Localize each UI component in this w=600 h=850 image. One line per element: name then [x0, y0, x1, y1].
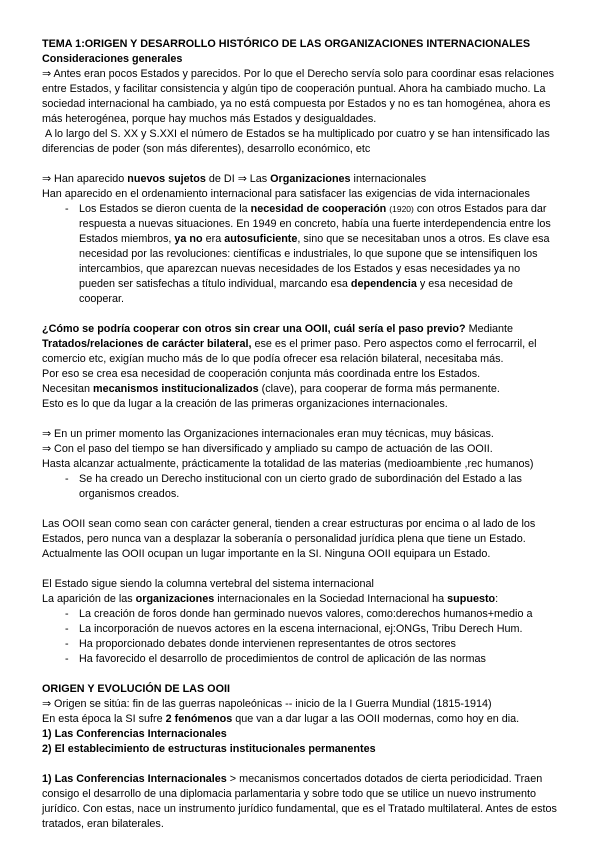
- bullet-text: [79, 607, 558, 622]
- blank-line: [42, 562, 558, 577]
- bullet-text: [79, 472, 558, 502]
- text-run: mecanismos institucionalizados: [93, 383, 259, 395]
- text-run: ya no: [174, 233, 203, 245]
- bullet-item: [42, 652, 558, 667]
- text-run: Organizaciones: [270, 173, 351, 185]
- bullet-marker: -: [65, 623, 69, 635]
- bullet-marker: -: [65, 608, 69, 620]
- text-run: Ha favorecido el desarrollo de procedimientos de control de aplicación de las normas: [79, 653, 486, 665]
- text-run: TEMA 1:ORIGEN Y DESARROLLO HISTÓRICO DE LAS ORGANIZACIONES INTERNACIONALES: [42, 38, 531, 50]
- text-run: supuesto: [447, 593, 496, 605]
- paragraph: [42, 172, 558, 187]
- text-run: 1) Las Conferencias Internacionales: [42, 773, 227, 785]
- text-run: y esa necesidad de cooperar.: [79, 278, 516, 305]
- text-run: ⇒ Origen se sitúa: fin de las guerras napoleónicas -- inicio de la I Guerra Mundial (1815-1914): [42, 698, 492, 710]
- blank-line: [42, 757, 558, 772]
- paragraph: [42, 397, 558, 412]
- text-run: A lo largo del S. XX y S.XXI el número de Estados se ha multiplicado por cuatro y se han intensificado las diferencias de poder (son más diferentes), desarrollo económico, etc: [42, 128, 553, 155]
- text-run: ¿Cómo se podría cooperar con otros sin crear una OOII, cuál sería el paso previo?: [42, 323, 466, 335]
- bullet-marker: -: [65, 638, 69, 650]
- text-run: :: [495, 593, 499, 605]
- text-run: Por eso se crea esa necesidad de cooperación conjunta más coordinada entre los Estados.: [42, 368, 481, 380]
- paragraph: [42, 427, 558, 442]
- bullet-item: [42, 637, 558, 652]
- text-run: organizaciones: [135, 593, 215, 605]
- paragraph: [42, 187, 558, 202]
- paragraph: [42, 367, 558, 382]
- text-run: ORIGEN Y EVOLUCIÓN DE LAS OOII: [42, 683, 230, 695]
- text-run: era: [202, 233, 225, 245]
- bullet-item: [42, 622, 558, 637]
- bullet-text: [79, 202, 558, 307]
- text-run: > mecanismos concertados dotados de cierta periodicidad. Traen consigo el desarrollo de una diplomacia parlamentaria y sobre todo que se utilice un nuevo instrumento jurídico. Con estas, nace un instrumento jurídico fundamental, que es el Tratado multilateral. Antes de estos tratados, eran bilaterales.: [42, 773, 560, 830]
- paragraph: [42, 322, 558, 367]
- paragraph: [42, 727, 558, 742]
- text-run: Las OOII sean como sean con carácter general, tienden a crear estructuras por encima o al lado de los Estados, pero nunca van a desplazar la soberanía o personalidad jurídica plena que tiene un Estado. Actualmente las OOII ocupan un lugar importante en la SI. Ninguna OOII equipara un Estado.: [42, 518, 539, 560]
- bullet-item: [42, 202, 558, 307]
- text-run: con otros Estados para dar respuesta a nuevas situaciones. En 1949 en concreto, había una fuerte interdependencia entre los Estados miembros,: [79, 203, 554, 245]
- text-run: ⇒ Han aparecido: [42, 173, 128, 185]
- text-run: Mediante: [465, 323, 517, 335]
- text-run: internacionales en la Sociedad Internacional ha: [214, 593, 448, 605]
- paragraph: [42, 697, 558, 712]
- paragraph: [42, 742, 558, 757]
- bullet-text: [79, 652, 558, 667]
- paragraph: [42, 772, 558, 832]
- paragraph: [42, 577, 558, 592]
- paragraph: [42, 592, 558, 607]
- text-run: Esto es lo que da lugar a la creación de las primeras organizaciones internacionales.: [42, 398, 448, 410]
- text-run: La incorporación de nuevos actores en la escena internacional, ej:ONGs, Tribu Derech Hum.: [79, 623, 523, 635]
- text-run: 1) Las Conferencias Internacionales: [42, 728, 227, 740]
- bullet-text: [79, 622, 558, 637]
- text-run: que van a dar lugar a las OOII modernas, como hoy en dia.: [232, 713, 520, 725]
- text-run: dependencia: [350, 278, 417, 290]
- text-run: (clave), para cooperar de forma más permanente.: [258, 383, 500, 395]
- paragraph: [42, 457, 558, 472]
- paragraph: [42, 67, 558, 127]
- text-run: En esta época la SI sufre: [42, 713, 166, 725]
- section-heading-origen: [42, 682, 558, 697]
- bullet-marker: -: [65, 653, 69, 665]
- blank-line: [42, 502, 558, 517]
- text-run: ⇒ En un primer momento las Organizaciones internacionales eran muy técnicas, muy básicas.: [42, 428, 494, 440]
- text-run: Han aparecido en el ordenamiento internacional para satisfacer las exigencias de vida internacionales: [42, 188, 530, 200]
- text-run: , sino que se necesitaban unos a otros. Es clave esa necesidad por las revoluciones: científicas e industriales, lo que supone que se intensifiquen los intercambios, que aparezcan nuevas necesidades de los Estados y esas necesidades ya no pueden ser satisfechas a título individual, marcando esa: [79, 233, 553, 290]
- blank-line: [42, 157, 558, 172]
- text-run: ⇒ Antes eran pocos Estados y parecidos. Por lo que el Derecho servía solo para coordinar esas relaciones entre Estados, y facilitar consistencia y algún tipo de cooperación puntual. Ahora ha cambiado mucho. La sociedad internacional ha cambiado, ya no está compuesta por Estados y no es tan homogénea, ahora es más heterogénea, porque hay muchos más Estados y desigualdades.: [42, 68, 557, 125]
- text-run: ⇒ Con el paso del tiempo se han diversificado y ampliado su campo de actuación de las OOII.: [42, 443, 493, 455]
- text-run: autosuficiente: [224, 233, 298, 245]
- paragraph: [42, 712, 558, 727]
- text-run: Consideraciones generales: [42, 53, 183, 65]
- text-run: Hasta alcanzar actualmente, prácticamente la totalidad de las materias (medioambiente ,rec humanos): [42, 458, 534, 470]
- text-run: El Estado sigue siendo la columna vertebral del sistema internacional: [42, 578, 374, 590]
- paragraph: [42, 127, 558, 157]
- text-run: 2) El establecimiento de estructuras institucionales permanentes: [42, 743, 376, 755]
- text-run: (1920): [389, 204, 414, 214]
- text-run: nuevos sujetos: [127, 173, 206, 185]
- text-run: ese es el primer paso. Pero aspectos como el ferrocarril, el comercio etc, exigían mucho más de lo que podía ofrecer esa relación bilateral, necesitaba más.: [42, 338, 540, 365]
- text-run: de DI ⇒ Las: [205, 173, 271, 185]
- text-run: La aparición de las: [42, 593, 136, 605]
- blank-line: [42, 412, 558, 427]
- text-run: Ha proporcionado debates donde intervienen representantes de otros sectores: [79, 638, 456, 650]
- blank-line: [42, 307, 558, 322]
- bullet-marker: -: [65, 203, 69, 215]
- page-title: [42, 37, 558, 52]
- blank-line: [42, 667, 558, 682]
- paragraph: [42, 382, 558, 397]
- section-heading-consideraciones: [42, 52, 558, 67]
- bullet-text: [79, 637, 558, 652]
- text-run: La creación de foros donde han germinado nuevos valores, como:derechos humanos+medio a: [79, 608, 533, 620]
- text-run: internacionales: [350, 173, 427, 185]
- bullet-marker: -: [65, 473, 69, 485]
- paragraph: [42, 517, 558, 562]
- bullet-item: [42, 472, 558, 502]
- text-run: Se ha creado un Derecho institucional con un cierto grado de subordinación del Estado a las organismos creados.: [79, 473, 525, 500]
- text-run: 2 fenómenos: [165, 713, 233, 725]
- text-run: Los Estados se dieron cuenta de la: [79, 203, 251, 215]
- text-run: Tratados/relaciones de carácter bilateral,: [42, 338, 252, 350]
- text-run: necesidad de cooperación: [250, 203, 387, 215]
- text-run: Necesitan: [42, 383, 94, 395]
- paragraph: [42, 442, 558, 457]
- bullet-item: [42, 607, 558, 622]
